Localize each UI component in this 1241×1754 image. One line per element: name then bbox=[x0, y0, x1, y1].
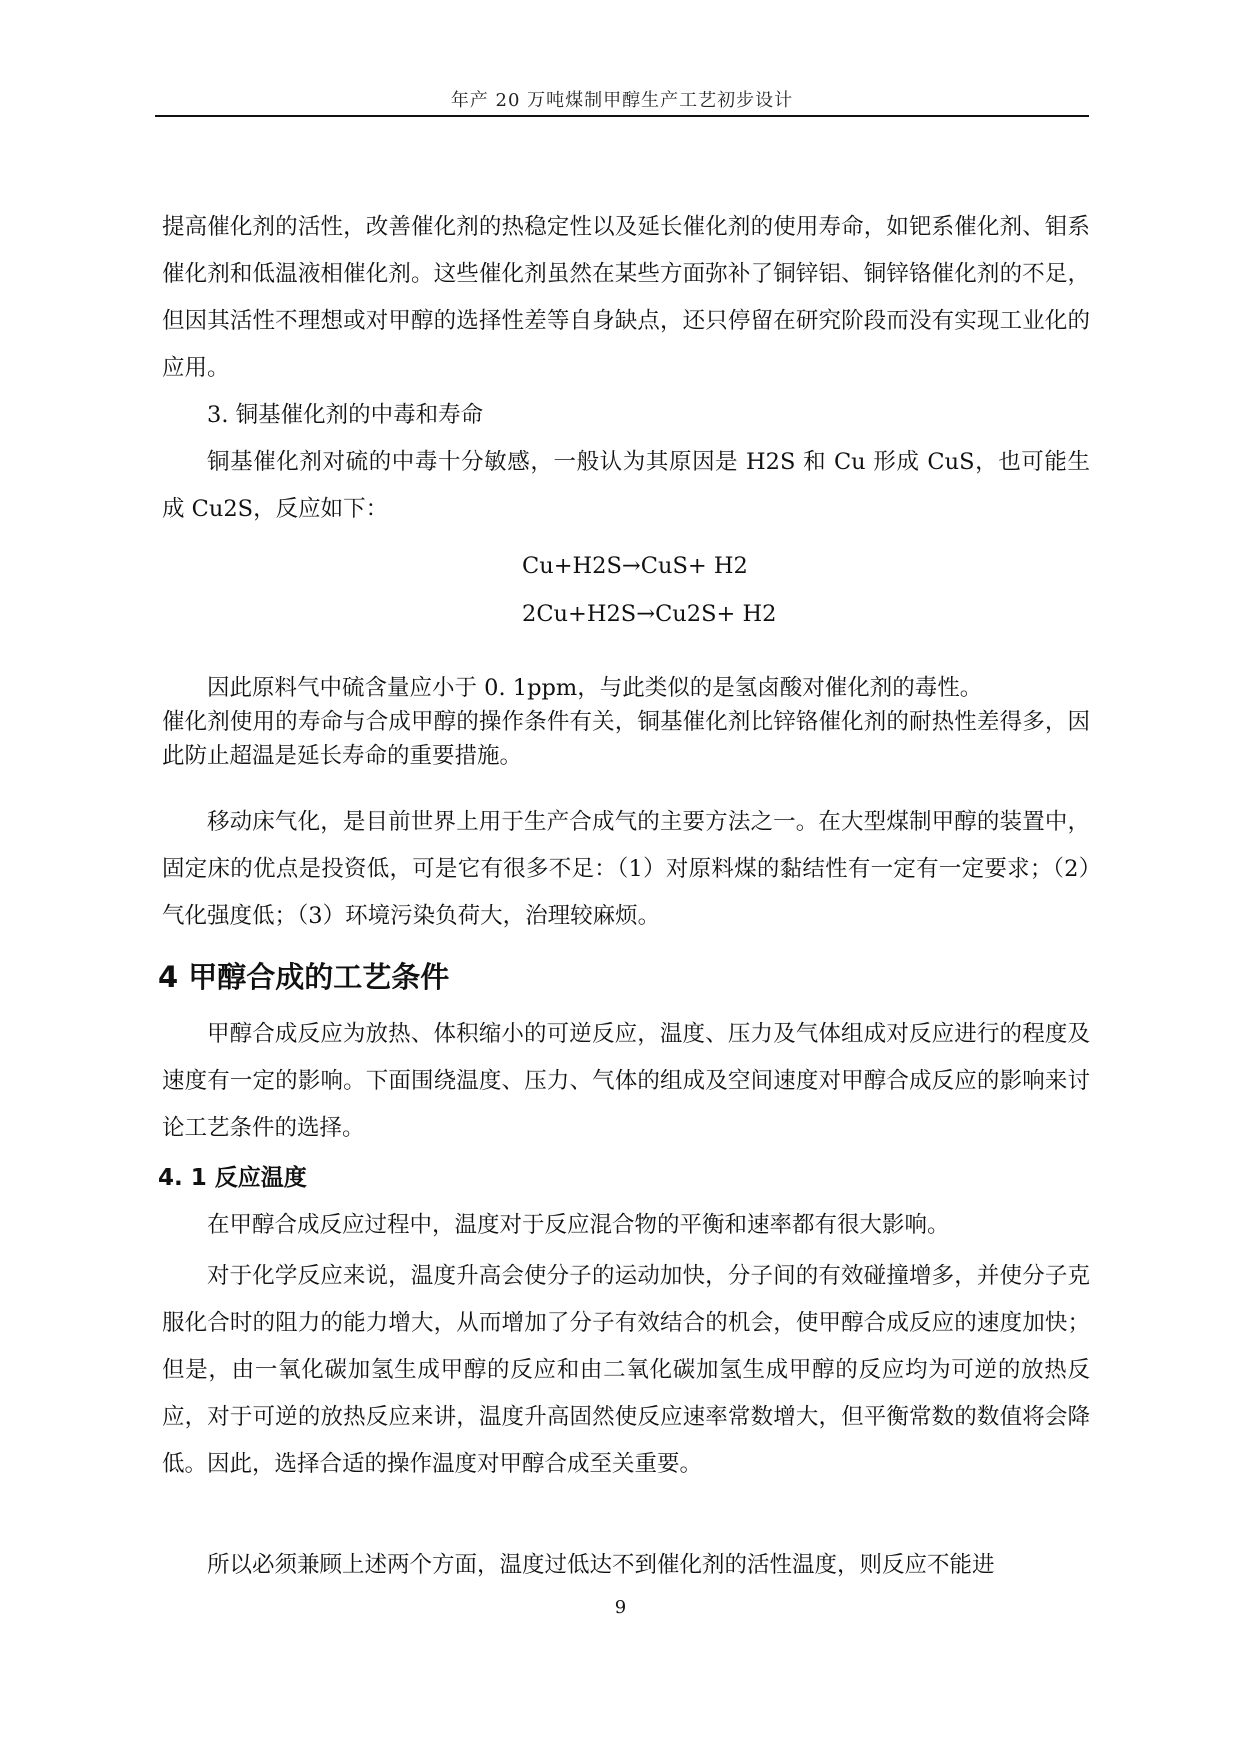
subsection-heading-4-1: 4. 1 反应温度 bbox=[158, 1165, 307, 1191]
list-item-3: 3. 铜基催化剂的中毒和寿命 bbox=[207, 402, 484, 428]
equation-2: 2Cu+H2S→Cu2S+ H2 bbox=[522, 601, 777, 627]
paragraph-temperature-kinetics: 对于化学反应来说，温度升高会使分子的运动加快，分子间的有效碰撞增多，并使分子克服化合时的阻力的能力增大，从而增加了分子有效结合的机会，使甲醇合成反应的速度加快；但是，由一氧化碳加氢生成甲醇的反应和由二氧化碳加氢生成甲醇的反应均为可逆的放热反应，对于可逆的放热反应来讲，温度升高固然使反应速率常数增大，但平衡常数的数值将会降低。因此，选择合适的操作温度对甲醇合成至关重要。 bbox=[162, 1263, 1090, 1477]
paragraph-process-conditions: 甲醇合成反应为放热、体积缩小的可逆反应，温度、压力及气体组成对反应进行的程度及速度有一定的影响。下面围绕温度、压力、气体的组成及空间速度对甲醇合成反应的影响来讨论工艺条件的选择。 bbox=[162, 1021, 1090, 1141]
running-header: 年产 20 万吨煤制甲醇生产工艺初步设计 bbox=[450, 90, 794, 111]
paragraph-sulfur-poisoning: 铜基催化剂对硫的中毒十分敏感，一般认为其原因是 H2S 和 Cu 形成 CuS，也可能生成 Cu2S，反应如下： bbox=[162, 449, 1090, 522]
paragraph-catalyst-intro: 提高催化剂的活性，改善催化剂的热稳定性以及延长催化剂的使用寿命，如钯系催化剂、钼系催化剂和低温液相催化剂。这些催化剂虽然在某些方面弥补了铜锌铝、铜锌铬催化剂的不足，但因其活性不理想或对甲醇的选择性差等自身缺点，还只停留在研究阶段而没有实现工业化的应用。 bbox=[162, 214, 1090, 381]
paragraph-temperature-effect: 在甲醇合成反应过程中，温度对于反应混合物的平衡和速率都有很大影响。 bbox=[207, 1212, 950, 1238]
paragraph-sulfur-limit: 因此原料气中硫含量应小于 0. 1ppm，与此类似的是氢卤酸对催化剂的毒性。 bbox=[207, 675, 983, 701]
paragraph-catalyst-life: 催化剂使用的寿命与合成甲醇的操作条件有关，铜基催化剂比锌铬催化剂的耐热性差得多，因此防止超温是延长寿命的重要措施。 bbox=[162, 709, 1090, 769]
page-number: 9 bbox=[614, 1597, 627, 1618]
section-heading-4: 4 甲醇合成的工艺条件 bbox=[158, 960, 450, 994]
header-rule bbox=[155, 115, 1089, 117]
paragraph-moving-bed: 移动床气化，是目前世界上用于生产合成气的主要方法之一。在大型煤制甲醇的装置中，固定床的优点是投资低，可是它有很多不足：（1）对原料煤的黏结性有一定有一定要求；（2）气化强度低；（3）环境污染负荷大，治理较麻烦。 bbox=[162, 809, 1090, 929]
paragraph-temperature-balance: 所以必须兼顾上述两个方面，温度过低达不到催化剂的活性温度，则反应不能进 bbox=[207, 1552, 995, 1578]
equation-1: Cu+H2S→CuS+ H2 bbox=[522, 553, 748, 579]
